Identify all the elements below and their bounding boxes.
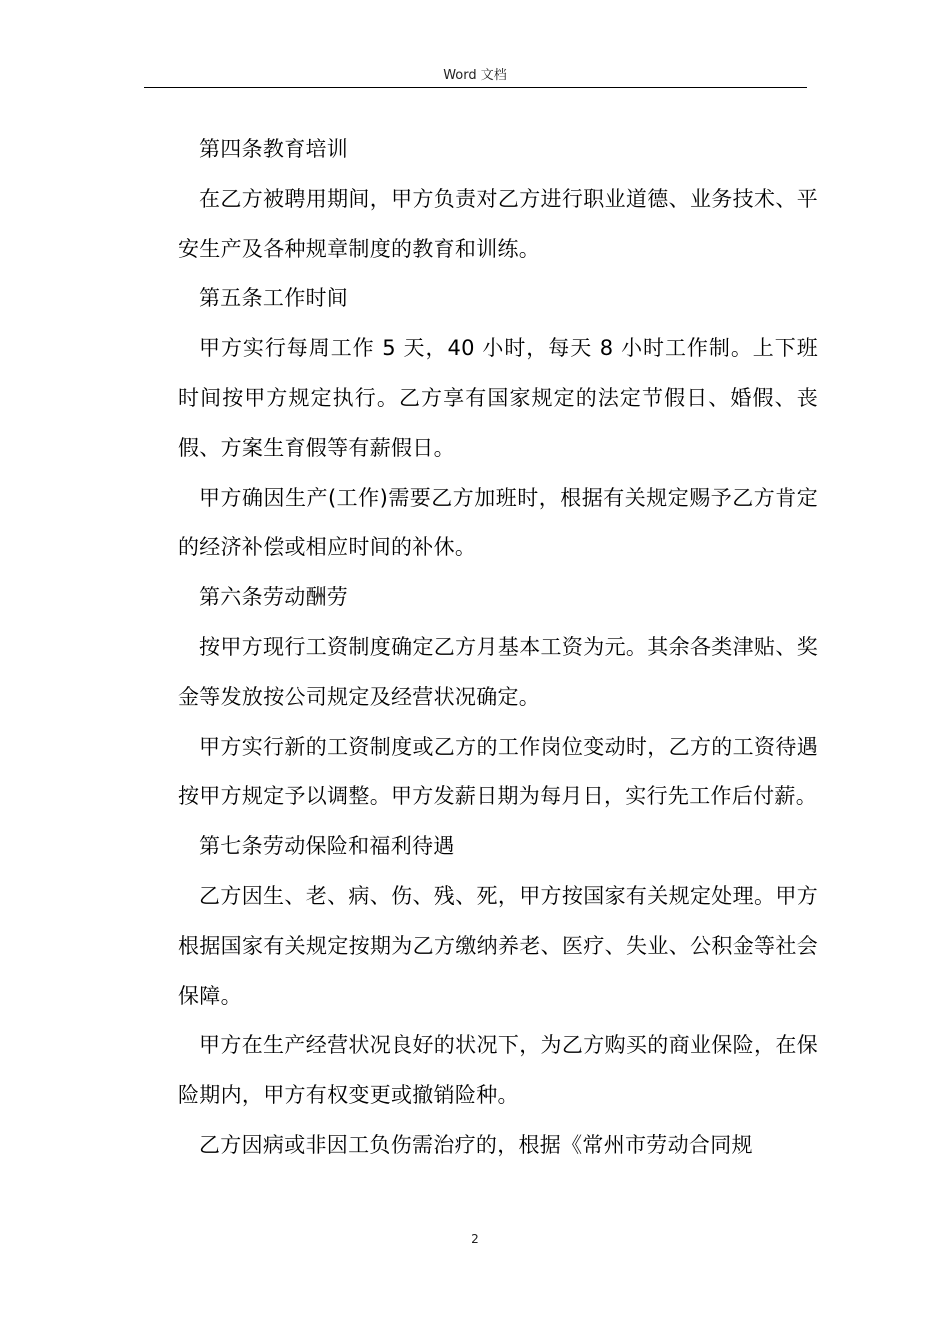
section-heading-7: 第七条劳动保险和福利待遇 bbox=[199, 834, 455, 859]
paragraph: 按甲方现行工资制度确定乙方月基本工资为元。其余各类津贴、奖金等发放按公司规定及经营状况确定。 bbox=[178, 634, 818, 709]
section-heading-6: 第六条劳动酬劳 bbox=[199, 585, 349, 610]
section-heading-5: 第五条工作时间 bbox=[199, 286, 349, 311]
paragraph: 甲方在生产经营状况良好的状况下，为乙方购买的商业保险，在保险期内，甲方有权变更或撤销险种。 bbox=[178, 1033, 818, 1108]
paragraph: 乙方因病或非因工负伤需治疗的，根据《常州市劳动合同规 bbox=[199, 1132, 753, 1157]
paragraph: 甲方实行新的工资制度或乙方的工作岗位变动时，乙方的工资待遇按甲方规定予以调整。甲方发薪日期为每月日，实行先工作后付薪。 bbox=[178, 734, 818, 809]
page-number: 2 bbox=[471, 1232, 479, 1246]
paragraph: 在乙方被聘用期间，甲方负责对乙方进行职业道德、业务技术、平安生产及各种规章制度的教育和训练。 bbox=[178, 186, 818, 261]
page-header: Word 文档 bbox=[443, 68, 507, 83]
paragraph: 甲方实行每周工作 5 天，40 小时，每天 8 小时工作制。上下班时间按甲方规定执行。乙方享有国家规定的法定节假日、婚假、丧假、方案生育假等有薪假日。 bbox=[178, 336, 818, 460]
header-divider bbox=[144, 87, 807, 88]
section-heading-4: 第四条教育培训 bbox=[199, 137, 349, 161]
paragraph: 乙方因生、老、病、伤、残、死，甲方按国家有关规定处理。甲方根据国家有关规定按期为乙方缴纳养老、医疗、失业、公积金等社会保障。 bbox=[178, 883, 818, 1008]
paragraph: 甲方确因生产(工作)需要乙方加班时，根据有关规定赐予乙方肯定的经济补偿或相应时间的补休。 bbox=[178, 485, 818, 560]
document-body bbox=[178, 125, 818, 1171]
